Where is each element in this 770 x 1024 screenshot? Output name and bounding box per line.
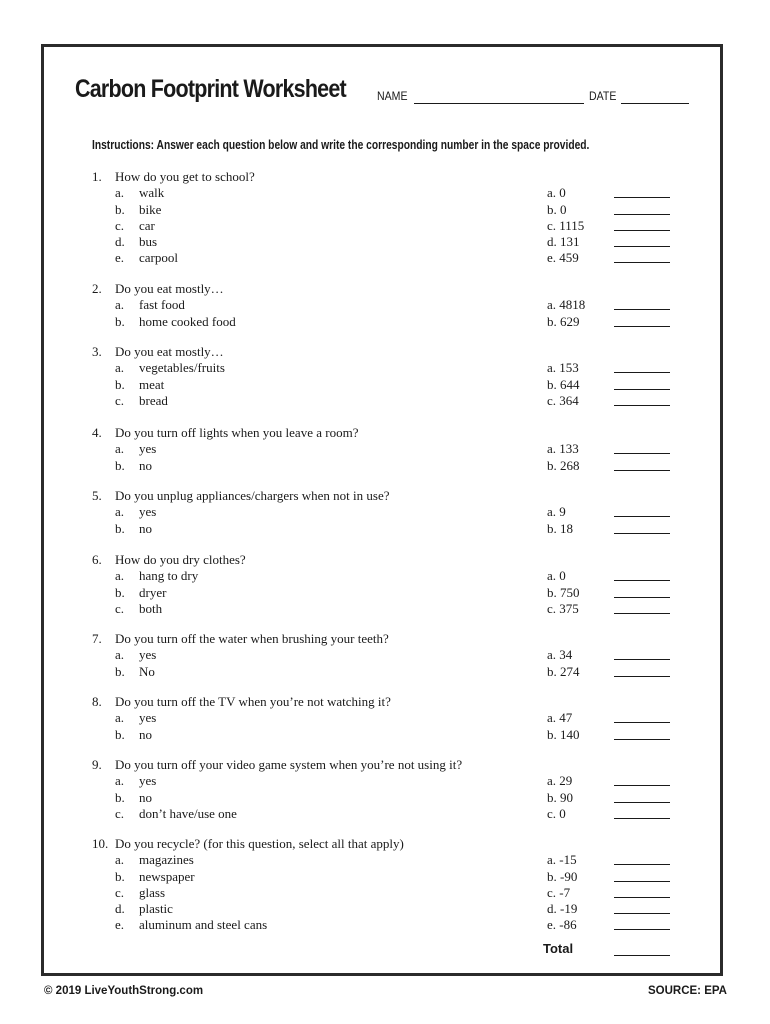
question-2 (92, 281, 692, 330)
option-value: b. 90 (547, 789, 573, 805)
answer-option (92, 360, 692, 376)
instructions: Instructions: Answer each question below and write the corresponding number in the space provided. (92, 138, 590, 152)
answer-option (92, 790, 692, 806)
option-value: a. 34 (547, 647, 573, 663)
answer-blank[interactable] (614, 389, 670, 390)
answer-option (92, 885, 692, 901)
option-text: vegetables/fruits (139, 360, 225, 376)
option-text: No (139, 663, 155, 679)
question-number: 6. (92, 552, 102, 567)
title-row (75, 75, 715, 115)
option-text: bike (139, 201, 162, 217)
option-letter: a. (115, 441, 125, 457)
option-letter: c. (115, 805, 125, 821)
option-value: b. 750 (547, 584, 580, 600)
name-label: NAME (377, 89, 408, 103)
option-text: bread (139, 392, 168, 408)
answer-option (92, 377, 692, 393)
question-prompt (92, 488, 692, 504)
question-text: Do you turn off lights when you leave a room? (115, 425, 359, 440)
option-letter: a. (115, 773, 125, 789)
option-letter: e. (115, 917, 125, 933)
date-field-line[interactable] (621, 103, 689, 104)
question-number: 9. (92, 757, 102, 772)
question-text: Do you eat mostly… (115, 281, 224, 296)
answer-blank[interactable] (614, 802, 670, 803)
option-text: yes (139, 647, 157, 663)
option-letter: a. (115, 647, 125, 663)
answer-option (92, 393, 692, 409)
answer-blank[interactable] (614, 913, 670, 914)
option-letter: b. (115, 201, 125, 217)
answer-blank[interactable] (614, 864, 670, 865)
option-letter: a. (115, 852, 125, 868)
question-text: Do you eat mostly… (115, 344, 224, 359)
option-letter: b. (115, 520, 125, 536)
option-letter: c. (115, 217, 125, 233)
option-value: d. -19 (547, 901, 578, 917)
question-prompt (92, 836, 692, 852)
option-value: a. 0 (547, 185, 566, 201)
answer-option (92, 901, 692, 917)
question-text: Do you turn off your video game system when you’re not using it? (115, 757, 463, 772)
question-number: 5. (92, 488, 102, 503)
option-text: dryer (139, 584, 167, 600)
answer-blank[interactable] (614, 516, 670, 517)
option-letter: b. (115, 789, 125, 805)
answer-blank[interactable] (614, 309, 670, 310)
option-text: newspaper (139, 868, 195, 884)
option-text: yes (139, 773, 157, 789)
option-letter: b. (115, 376, 125, 392)
total-label: Total (543, 941, 574, 956)
answer-blank[interactable] (614, 230, 670, 231)
question-text: Do you turn off the TV when you’re not watching it? (115, 694, 391, 709)
source-footer: SOURCE: EPA (647, 985, 727, 997)
question-number: 4. (92, 425, 102, 440)
date-label: DATE (589, 89, 617, 103)
option-value: d. 131 (547, 234, 580, 250)
option-letter: b. (115, 663, 125, 679)
question-number: 7. (92, 631, 102, 646)
answer-option (92, 521, 692, 537)
option-letter: b. (115, 313, 125, 329)
option-value: a. 29 (547, 773, 573, 789)
answer-blank[interactable] (614, 739, 670, 740)
option-text: no (139, 789, 152, 805)
option-letter: c. (115, 392, 125, 408)
option-text: plastic (139, 901, 173, 917)
question-text: Do you turn off the water when brushing your teeth? (115, 631, 389, 646)
option-text: fast food (139, 297, 185, 313)
answer-option (92, 458, 692, 474)
option-letter: a. (115, 568, 125, 584)
answer-option (92, 601, 692, 617)
option-text: don’t have/use one (139, 805, 237, 821)
option-letter: e. (115, 250, 125, 266)
option-letter: a. (115, 185, 125, 201)
answer-blank[interactable] (614, 659, 670, 660)
total-answer-blank[interactable] (614, 955, 670, 956)
option-letter: d. (115, 901, 125, 917)
question-1 (92, 169, 692, 267)
question-number: 8. (92, 694, 102, 709)
option-text: yes (139, 710, 157, 726)
copyright-footer: © 2019 LiveYouthStrong.com (44, 985, 204, 997)
question-prompt (92, 694, 692, 710)
option-value: b. 274 (547, 663, 580, 679)
answer-option (92, 710, 692, 726)
question-prompt (92, 344, 692, 360)
answer-option (92, 727, 692, 743)
answer-option (92, 504, 692, 520)
answer-blank[interactable] (614, 470, 670, 471)
answer-blank[interactable] (614, 453, 670, 454)
option-text: car (139, 217, 155, 233)
option-text: home cooked food (139, 313, 236, 329)
option-value: b. 0 (547, 201, 567, 217)
option-value: e. -86 (547, 917, 577, 933)
question-text: Do you unplug appliances/chargers when not in use? (115, 488, 390, 503)
question-prompt (92, 757, 692, 773)
total-row (92, 941, 692, 959)
question-6 (92, 552, 692, 617)
answer-blank[interactable] (614, 929, 670, 930)
question-text: Do you recycle? (for this question, select all that apply) (115, 836, 404, 851)
option-value: a. -15 (547, 852, 577, 868)
option-text: magazines (139, 852, 194, 868)
option-value: a. 9 (547, 504, 566, 520)
answer-blank[interactable] (614, 372, 670, 373)
answer-blank[interactable] (614, 722, 670, 723)
option-text: bus (139, 234, 158, 250)
answer-blank[interactable] (614, 676, 670, 677)
question-10 (92, 836, 692, 934)
option-text: both (139, 600, 163, 616)
option-letter: a. (115, 297, 125, 313)
question-number: 2. (92, 281, 102, 296)
answer-option (92, 297, 692, 313)
question-8 (92, 694, 692, 743)
answer-option (92, 568, 692, 584)
option-value: c. 0 (547, 805, 566, 821)
answer-option (92, 585, 692, 601)
answer-blank[interactable] (614, 613, 670, 614)
answer-option (92, 773, 692, 789)
option-value: a. 47 (547, 710, 573, 726)
question-number: 10. (92, 836, 109, 851)
answer-option (92, 869, 692, 885)
option-text: yes (139, 504, 157, 520)
option-text: hang to dry (139, 568, 199, 584)
option-value: b. 18 (547, 520, 573, 536)
option-value: e. 459 (547, 250, 579, 266)
answer-blank[interactable] (614, 818, 670, 819)
question-4 (92, 425, 692, 474)
option-text: aluminum and steel cans (139, 917, 268, 933)
option-letter: a. (115, 710, 125, 726)
answer-option (92, 234, 692, 250)
answer-blank[interactable] (614, 785, 670, 786)
option-value: b. 140 (547, 726, 580, 742)
option-letter: b. (115, 726, 125, 742)
answer-option (92, 441, 692, 457)
option-letter: b. (115, 584, 125, 600)
option-letter: d. (115, 234, 125, 250)
option-letter: b. (115, 868, 125, 884)
option-value: b. 268 (547, 457, 580, 473)
option-value: c. -7 (547, 884, 571, 900)
answer-option (92, 647, 692, 663)
answer-option (92, 314, 692, 330)
option-text: no (139, 520, 152, 536)
answer-blank[interactable] (614, 533, 670, 534)
option-letter: c. (115, 884, 125, 900)
question-7 (92, 631, 692, 680)
question-prompt (92, 425, 692, 441)
option-letter: c. (115, 600, 125, 616)
option-value: a. 4818 (547, 297, 586, 313)
option-text: carpool (139, 250, 178, 266)
answer-option (92, 664, 692, 680)
option-value: b. 644 (547, 376, 580, 392)
answer-blank[interactable] (614, 262, 670, 263)
option-letter: a. (115, 504, 125, 520)
name-field-line[interactable] (414, 103, 584, 104)
option-text: meat (139, 376, 165, 392)
option-text: no (139, 457, 152, 473)
option-value: b. -90 (547, 868, 578, 884)
answer-option (92, 806, 692, 822)
question-3 (92, 344, 692, 409)
answer-blank[interactable] (614, 197, 670, 198)
answer-blank[interactable] (614, 246, 670, 247)
option-text: no (139, 726, 152, 742)
answer-blank[interactable] (614, 214, 670, 215)
answer-blank[interactable] (614, 580, 670, 581)
question-prompt (92, 552, 692, 568)
option-value: a. 153 (547, 360, 579, 376)
question-9 (92, 757, 692, 822)
option-value: c. 375 (547, 600, 579, 616)
option-text: glass (139, 884, 165, 900)
option-value: c. 1115 (547, 217, 585, 233)
worksheet-frame (41, 44, 723, 976)
answer-option (92, 185, 692, 201)
answer-blank[interactable] (614, 326, 670, 327)
option-text: walk (139, 185, 165, 201)
option-value: a. 0 (547, 568, 566, 584)
answer-option (92, 852, 692, 868)
question-prompt (92, 169, 692, 185)
answer-blank[interactable] (614, 881, 670, 882)
option-text: yes (139, 441, 157, 457)
option-value: c. 364 (547, 392, 579, 408)
option-value: b. 629 (547, 313, 580, 329)
answer-blank[interactable] (614, 405, 670, 406)
question-number: 3. (92, 344, 102, 359)
answer-option (92, 917, 692, 933)
question-number: 1. (92, 169, 102, 184)
answer-blank[interactable] (614, 897, 670, 898)
option-letter: a. (115, 360, 125, 376)
question-prompt (92, 631, 692, 647)
answer-option (92, 250, 692, 266)
question-text: How do you get to school? (115, 169, 255, 184)
option-value: a. 133 (547, 441, 579, 457)
question-prompt (92, 281, 692, 297)
worksheet-title: Carbon Footprint Worksheet (75, 75, 346, 103)
option-letter: b. (115, 457, 125, 473)
answer-option (92, 218, 692, 234)
question-5 (92, 488, 692, 537)
answer-blank[interactable] (614, 597, 670, 598)
answer-option (92, 202, 692, 218)
question-text: How do you dry clothes? (115, 552, 246, 567)
